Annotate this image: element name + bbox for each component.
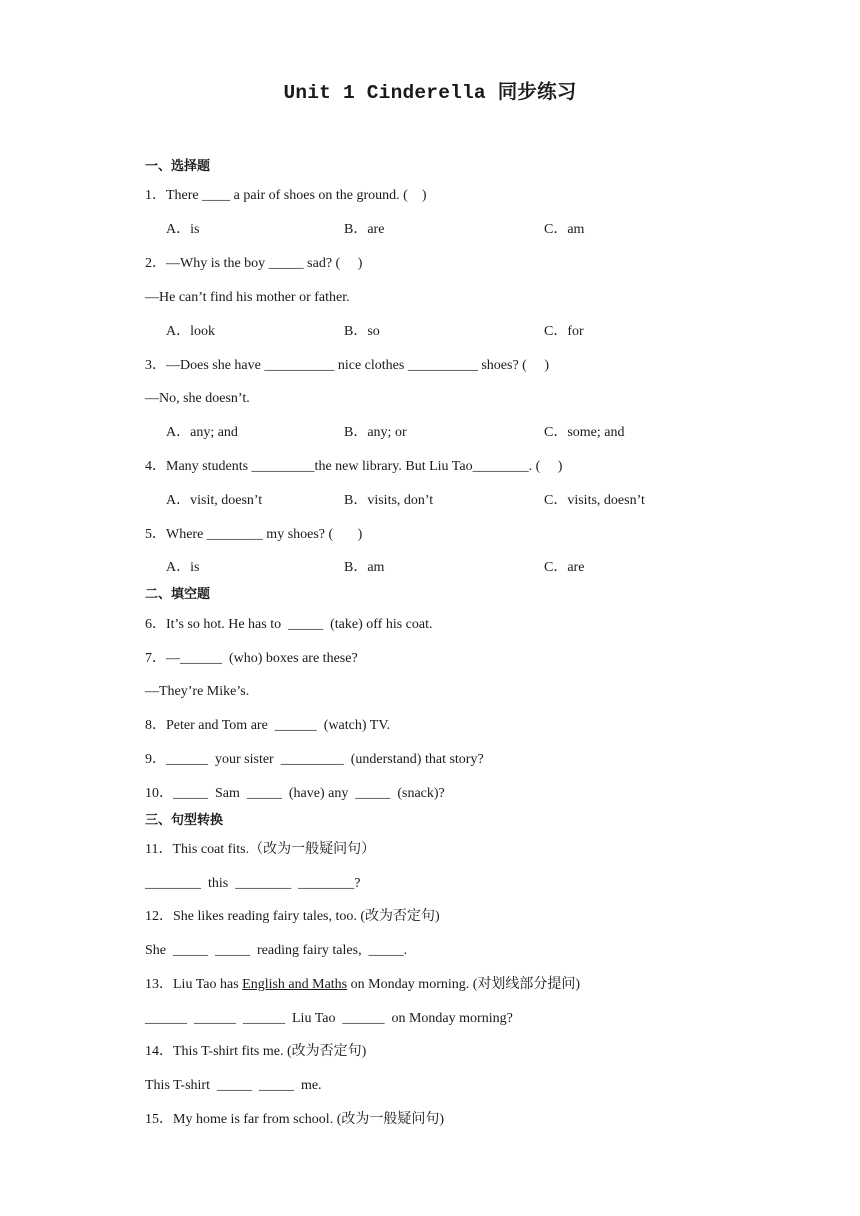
question-12-answer: She _____ _____ reading fairy tales, _____. <box>145 943 408 958</box>
question-11: 11．This coat fits.（改为一般疑问句） <box>145 842 376 857</box>
q4-option-b: B．visits, don’t <box>344 493 434 508</box>
q4-option-a: A．visit, doesn’t <box>166 493 263 508</box>
question-13-underlined: English and Maths <box>242 977 348 992</box>
q2-option-b: B．so <box>344 324 380 339</box>
question-6: 6．It’s so hot. He has to _____ (take) off his coat. <box>145 617 433 632</box>
q2-option-a: A．look <box>166 324 215 339</box>
question-10: 10．_____ Sam _____ (have) any _____ (snack)? <box>145 786 445 801</box>
q5-option-c: C．are <box>544 560 585 575</box>
q2-option-c: C．for <box>544 324 584 339</box>
question-13 <box>145 976 580 994</box>
q1-option-c: C．am <box>544 222 585 237</box>
question-11-answer: ________ this ________ ________? <box>145 876 361 891</box>
question-14: 14．This T-shirt fits me. (改为否定句) <box>145 1044 367 1059</box>
question-8: 8．Peter and Tom are ______ (watch) TV. <box>145 718 391 733</box>
question-12: 12．She likes reading fairy tales, too. (改为否定句) <box>145 909 440 924</box>
q1-option-b: B．are <box>344 222 385 237</box>
section-heading-transform: 三、句型转换 <box>145 813 224 828</box>
question-1: 1．There ____ a pair of shoes on the ground. ( ) <box>145 188 427 203</box>
q3-option-b: B．any; or <box>344 425 407 440</box>
question-7: 7．—______ (who) boxes are these? <box>145 651 358 666</box>
section-heading-fill: 二、填空题 <box>145 587 211 602</box>
question-4: 4．Many students _________the new library. But Liu Tao________. ( ) <box>145 459 563 474</box>
question-15: 15．My home is far from school. (改为一般疑问句) <box>145 1112 445 1127</box>
question-5: 5．Where ________ my shoes? ( ) <box>145 527 363 542</box>
question-7-response: —They’re Mike’s. <box>145 684 250 699</box>
q5-option-a: A．is <box>166 560 200 575</box>
section-heading-choice: 一、选择题 <box>145 159 211 174</box>
question-14-answer: This T-shirt _____ _____ me. <box>145 1078 322 1093</box>
question-2: 2．—Why is the boy _____ sad? ( ) <box>145 256 363 271</box>
question-3-response: —No, she doesn’t. <box>145 391 250 406</box>
question-3: 3．—Does she have __________ nice clothes __________ shoes? ( ) <box>145 358 549 373</box>
q3-option-c: C．some; and <box>544 425 625 440</box>
question-13-prefix: 13．Liu Tao has <box>145 977 243 992</box>
question-13-answer: ______ ______ ______ Liu Tao ______ on Monday morning? <box>145 1011 513 1026</box>
q1-option-a: A．is <box>166 222 200 237</box>
q4-option-c: C．visits, doesn’t <box>544 493 645 508</box>
question-9: 9．______ your sister _________ (understand) that story? <box>145 752 484 767</box>
q5-option-b: B．am <box>344 560 385 575</box>
question-13-suffix: on Monday morning. (对划线部分提问) <box>347 977 581 992</box>
q3-option-a: A．any; and <box>166 425 238 440</box>
question-2-response: —He can’t find his mother or father. <box>145 290 350 305</box>
page-title: Unit 1 Cinderella 同步练习 <box>283 82 577 104</box>
